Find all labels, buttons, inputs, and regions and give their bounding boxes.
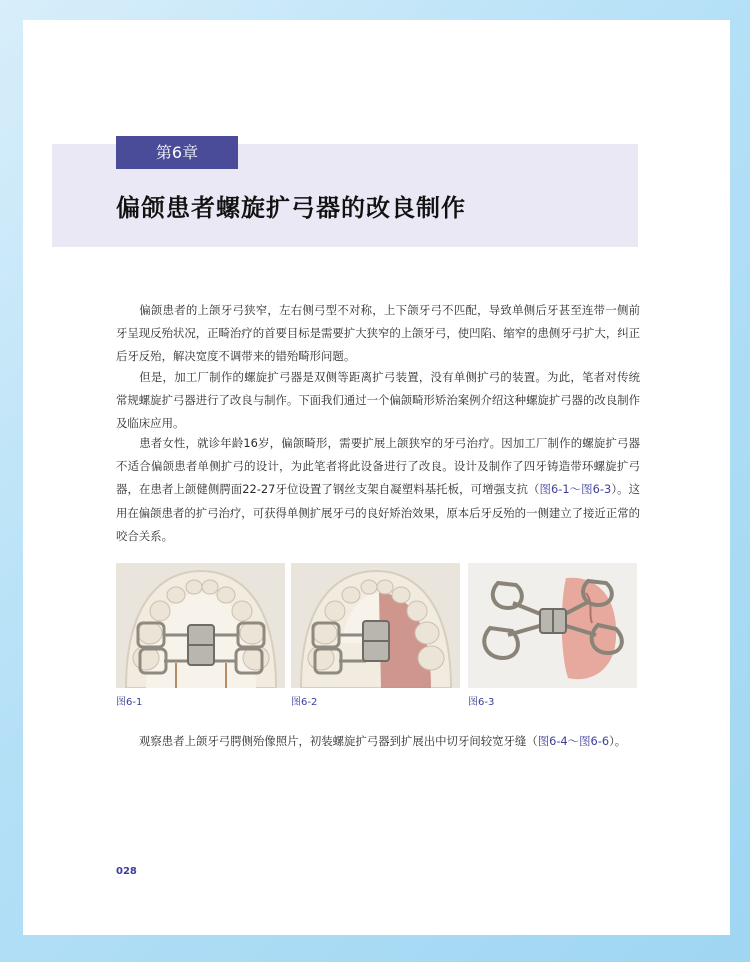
paragraph-observation-text-b: ）。: [609, 734, 627, 748]
paragraph-observation-text-a: 观察患者上颌牙弓腭侧殆像照片，初装螺旋扩弓器到扩展出中切牙间较宽牙缝（: [139, 734, 538, 748]
figure-reference-6-1-6-3[interactable]: 图6-1～图6-3: [539, 482, 612, 497]
figure-6-1-image: [116, 563, 285, 688]
paragraph-case-text-b: ）。这用在偏颌患者的扩弓治疗，可获得单侧扩展牙弓的良好矫治效果，原本后牙反殆的一侧建立了接近正常的咬合关系。: [116, 482, 640, 543]
paragraph-case-text-a: 患者女性，就诊年龄16岁，偏颌畸形，需要扩展上颌狭窄的牙弓治疗。因加工厂制作的螺旋扩弓器不适合偏颌患者单侧扩弓的设计，为此笔者将此设备进行了改良。设计及制作了四牙铸造带环螺旋扩弓器，在患者上颌健侧腭面22-27牙位设置了钢丝支架自凝塑料基托板，可增强支抗（: [116, 436, 640, 497]
page-number: 028: [116, 866, 137, 877]
chapter-title: 偏颌患者螺旋扩弓器的改良制作: [116, 194, 466, 222]
figure-6-3-caption: 图6-3: [468, 697, 495, 708]
figure-6-2-caption: 图6-2: [291, 697, 318, 708]
expander-appliance-photo: [468, 563, 637, 688]
paragraph-method: [116, 366, 640, 436]
paragraph-observation: [116, 730, 640, 753]
document-page: [23, 20, 730, 935]
figure-reference-6-4-6-6[interactable]: 图6-4～图6-6: [537, 734, 610, 748]
paragraph-method-text: 但是，加工厂制作的螺旋扩弓器是双侧等距离扩弓装置，没有单侧扩弓的装置。为此，笔者对传统常规螺旋扩弓器进行了改良与制作。下面我们通过一个偏颌畸形矫治案例介绍这种螺旋扩弓器的改良制作及临床应用。: [116, 370, 640, 431]
paragraph-case: [116, 432, 640, 548]
dental-cast-with-expander-photo: [116, 563, 285, 688]
dental-cast-with-acrylic-plate-photo: [291, 563, 460, 688]
paragraph-intro-text: 偏颌患者的上颌牙弓狭窄，左右侧弓型不对称，上下颌牙弓不匹配，导致单侧后牙甚至连带一侧前牙呈现反殆状况，正畸治疗的首要目标是需要扩大狭窄的上颌牙弓，使凹陷、缩窄的患侧牙弓扩大，纠正后牙反殆，解决宽度不调带来的错殆畸形问题。: [116, 303, 640, 364]
chapter-number-tag: 第6章: [116, 136, 238, 169]
figure-6-1-caption: 图6-1: [116, 697, 143, 708]
figure-6-2-image: [291, 563, 460, 688]
paragraph-intro: [116, 299, 640, 369]
figure-6-3-image: [468, 563, 637, 688]
